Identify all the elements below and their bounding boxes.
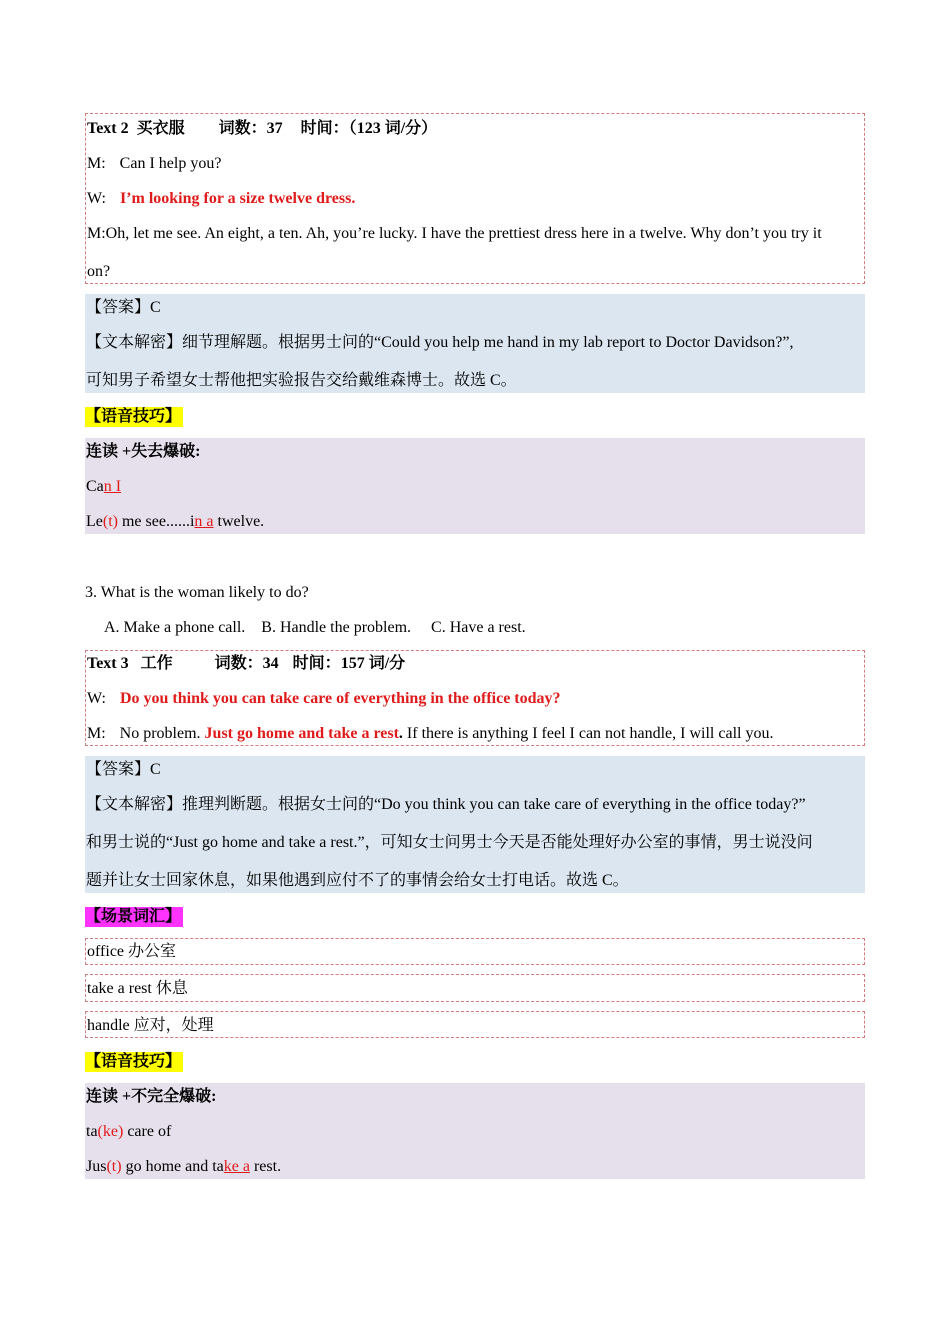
utterance-period: . [398,725,403,742]
text2-topic: 买衣服 [136,120,185,137]
phonetics2-title: 连读 +不完全爆破: [86,1088,217,1105]
text2-line-2 [87,189,355,209]
text2-line-3: M:Oh, let me see. An eight, a ten. Ah, you’re lucky. I have the prettiest dress here in a twelve. Why don’t you try it [87,225,822,242]
text2-count: 37 [266,120,283,137]
phonetics2-box [85,1083,865,1179]
ex-text: go home and ta [121,1158,224,1175]
text2-line-1 [87,154,221,174]
text3-label: Text 3 [87,655,129,672]
ex-incomplete-plosive: (t) [106,1158,122,1175]
vocab-en: office [87,943,125,960]
speaker: M: [87,155,106,172]
ex-linked: ke a [223,1158,250,1175]
question3-stem: 3. What is the woman likely to do? [85,584,309,601]
text3-header [87,654,405,674]
question3-options: A. Make a phone call. B. Handle the problem. C. Have a rest. [104,619,526,636]
text2-box [85,113,865,284]
phonetics1-box [85,438,865,534]
text2-time-value: 123 词/分） [356,120,438,137]
answer3-analysis-3: 题并让女士回家休息，如果他遇到应付不了的事情会给女士打电话。故选 C。 [86,872,629,889]
utterance: If there is anything I feel I can not handle, I will call you. [402,725,774,742]
speaker: M: [87,725,106,742]
ex-text: rest. [249,1158,282,1175]
answer3-answer: 【答案】C [86,761,161,778]
ex-linked: n a [194,513,214,530]
answer3-analysis-2: 和男士说的“Just go home and take a rest.”，可知女士问男士今天是否能处理好办公室的事情，男士说没问 [86,834,813,851]
ex-lost-plosive: (t) [102,513,118,530]
vocab-zh: 休息 [151,980,188,997]
ex-text: me see......i [117,513,195,530]
text3-line-2 [87,724,773,744]
text2-header [87,119,437,139]
ex-text: care of [123,1123,172,1140]
text2-count-label: 词数： [218,120,267,137]
text3-box [85,650,865,746]
phonetics1-title: 连读 +失去爆破: [86,443,201,460]
answer3-box [85,756,865,893]
utterance-key: I’m looking for a size twelve dress. [119,190,356,207]
answer2-analysis-2: 可知男子希望女士帮他把实验报告交给戴维森博士。故选 C。 [86,372,517,389]
vocab-en: handle [87,1017,130,1034]
answer2-analysis-1: 【文本解密】细节理解题。根据男士问的“Could you help me hand in my lab report to Doctor Davidson?”, [86,334,794,351]
ex-linked: n I [103,478,122,495]
vocab-item [85,1011,865,1038]
text3-count: 34 [262,655,279,672]
utterance-key: Just go home and take a rest [204,725,399,742]
ex-text: Jus [86,1158,107,1175]
tag-vocab: 【场景词汇】 [85,908,182,925]
ex-text: twelve. [213,513,265,530]
text2-label: Text 2 [87,120,129,137]
text3-time-value: 157 词/分 [340,655,406,672]
ex-text: Le [86,513,103,530]
answer3-analysis-1: 【文本解密】推理判断题。根据女士问的“Do you think you can take care of everything in the office today?” [86,796,806,813]
vocab-item [85,938,865,965]
tag-phonetics-1: 【语音技巧】 [85,408,182,425]
utterance-key: Do you think you can take care of everything in the office today? [119,690,561,707]
answer2-box [85,294,865,393]
ex-text: Ca [86,478,104,495]
text3-count-label: 词数： [214,655,263,672]
vocab-zh: 办公室 [124,943,177,960]
vocab-item [85,974,865,1002]
phonetics2-example-1 [86,1122,171,1142]
phonetics1-example-1 [86,477,121,497]
utterance: Can I help you? [119,155,222,172]
phonetics2-example-2 [86,1157,281,1177]
text3-time-label: 时间： [292,655,341,672]
text3-topic: 工作 [140,655,173,672]
answer2-answer: 【答案】C [86,299,161,316]
ex-incomplete-plosive: (ke) [97,1123,124,1140]
text3-line-1 [87,689,561,709]
phonetics1-example-2 [86,512,264,532]
text2-line-3-cont: on? [87,263,111,280]
ex-text: ta [86,1123,98,1140]
vocab-en: take a rest [87,980,152,997]
vocab-zh: 应对，处理 [129,1017,214,1034]
text2-time-label: 时间：（ [300,120,357,137]
utterance: No problem. [119,725,205,742]
speaker: W: [87,690,106,707]
speaker: W: [87,190,106,207]
tag-phonetics-2: 【语音技巧】 [85,1053,182,1070]
